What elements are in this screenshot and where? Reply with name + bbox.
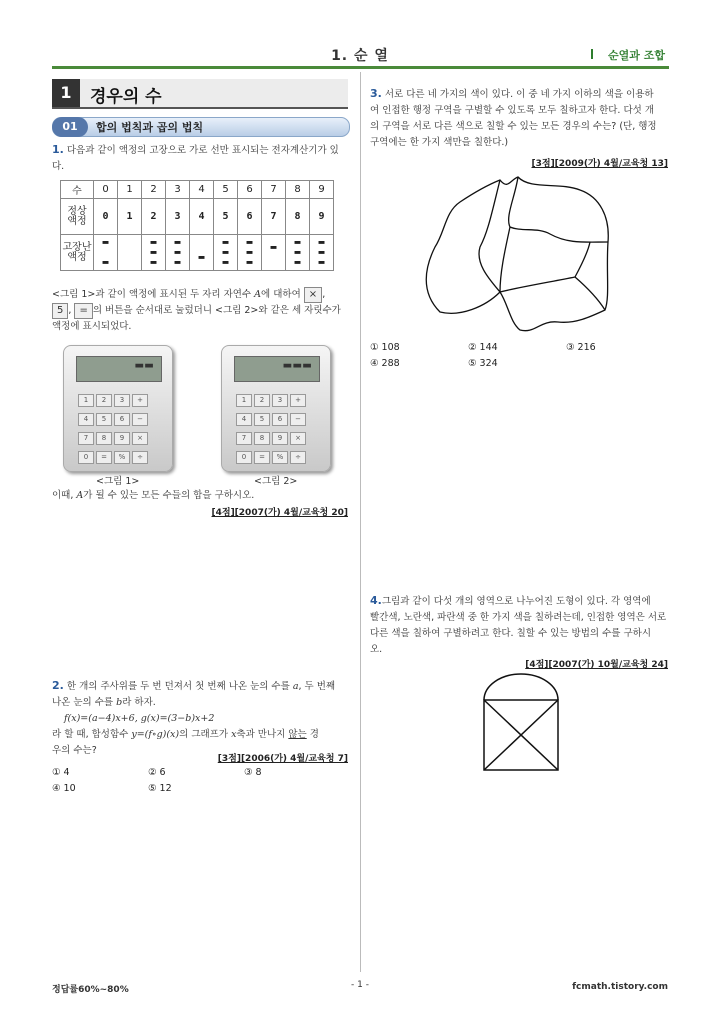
question-3-stem: 3. 서로 다른 네 가지의 색이 있다. 이 중 네 가지 이하의 색을 이용하 여 인접한 행정 구역을 구별할 수 있도록 모두 칠하고자 한다. 다섯 개 의 구역을 서로 다른 색으로 칠할 수 있는 모든 경우의 수는? (단, 행정 구역에는 한 가지 색만을 칠한다.)	[370, 87, 657, 148]
map-outline	[426, 177, 608, 331]
region-border	[575, 242, 590, 277]
figure-2-caption: <그림 2>	[254, 476, 298, 487]
option-4: ④ 288	[370, 358, 400, 369]
header-rule	[52, 66, 669, 69]
option-2: ② 6	[148, 767, 166, 778]
five-region-figure	[478, 670, 564, 774]
page-header-title: 1. 순 열	[331, 48, 389, 64]
calculator-keypad: 1 2 3 + 4 5 6 − 7 8 9 × 0 = % ÷	[78, 394, 158, 470]
key-5: 5	[52, 303, 68, 319]
question-1-body: <그림 1>과 같이 액정에 표시된 두 자리 자연수 A에 대하여 × , 5 , = 의 버튼을 순서대로 눌렀더니 <그림 2>와 같은 세 자릿수가 액정에 표시되었다.	[52, 289, 341, 332]
option-2: ② 144	[468, 342, 498, 353]
key-equals: =	[74, 303, 92, 319]
region-border	[479, 180, 500, 292]
option-3: ③ 216	[566, 342, 596, 353]
question-2-source: [3점][2006(가) 4월/교육청 7]	[217, 754, 348, 764]
key-times: ×	[304, 287, 322, 303]
footer-accuracy: 정답률60%~80%	[52, 985, 129, 995]
column-divider	[360, 72, 361, 972]
question-1-source: [4점][2007(가) 4월/교육청 20]	[211, 508, 348, 518]
question-1-stem: 1. 다음과 같이 액정의 고장으로 가로 선만 표시되는 전자계산기가 있 다.	[52, 143, 339, 172]
header-divider	[591, 49, 593, 59]
table-header-cell: 수	[61, 181, 94, 199]
region-border	[509, 177, 608, 242]
section-title: 경우의 수	[90, 87, 162, 107]
option-4: ④ 10	[52, 783, 76, 794]
option-5: ⑤ 12	[148, 783, 172, 794]
option-3: ③ 8	[244, 767, 262, 778]
section-number: 1	[52, 79, 80, 107]
formula: f(x)=(a−4)x+6, g(x)=(3−b)x+2	[64, 713, 215, 724]
header-chapter: 순열과 조합	[608, 49, 665, 62]
table-row-normal: 정상 액정 0 1 2 3 4 5 6 7 8 9	[61, 199, 334, 235]
question-4-source: [4점][2007(가) 10월/교육청 24]	[525, 660, 668, 670]
calculator-figure-2	[221, 345, 331, 472]
calculator-figure-1	[63, 345, 173, 472]
semicircle-cap	[484, 674, 558, 700]
footer-site: fcmath.tistory.com	[572, 982, 668, 992]
question-1-ask: 이때, A가 될 수 있는 모든 수들의 합을 구하시오.	[52, 490, 255, 501]
region-border	[500, 227, 605, 310]
subsection-number: 01	[52, 117, 88, 137]
calculator-keypad: 1 2 3 + 4 5 6 − 7 8 9 × 0 = % ÷	[236, 394, 316, 470]
question-3-source: [3점][2009(가) 4월/교육청 13]	[531, 159, 668, 169]
option-1: ① 4	[52, 767, 70, 778]
region-map-figure	[410, 172, 620, 337]
table-row-broken: 고장난 액정 ▬ ▬ ▬ ▬ ▬ ▬ ▬ ▬ ▬ ▬ ▬ ▬ ▬ ▬ ▬ ▬ ▬ ▬ ▬ ▬ ▬ ▬	[61, 235, 334, 271]
figure-1-caption: <그림 1>	[96, 476, 140, 487]
lcd-digit-table: 수 0 1 2 3 4 5 6 7 8 9 정상 액정 0 1 2 3 4 5 6 7 8 9 고장난 액정 ▬ ▬ ▬ ▬ ▬ ▬ ▬ ▬ ▬ ▬ ▬ ▬ ▬ ▬ ▬ ▬ ▬ ▬ ▬ ▬ ▬ ▬	[60, 180, 334, 271]
question-number: 1.	[52, 143, 64, 156]
calculator-screen: ▬▬▬	[234, 356, 320, 382]
subsection-title: 합의 법칙과 곱의 법칙	[96, 121, 204, 134]
question-4-stem: 4.그림과 같이 다섯 개의 영역으로 나누어진 도형이 있다. 각 영역에 빨간색, 노란색, 파란색 중 한 가지 색을 칠하려는데, 인접한 영역은 서로 다른 색을 칠하여 구별하려고 한다. 칠할 수 있는 방법의 수를 구하시 오.	[370, 594, 667, 655]
option-1: ① 108	[370, 342, 400, 353]
option-5: ⑤ 324	[468, 358, 498, 369]
calculator-screen: ▬▬	[76, 356, 162, 382]
question-2-stem: 2. 한 개의 주사위를 두 번 던져서 첫 번째 나온 눈의 수를 a, 두 번째 나온 눈의 수를 b라 하자. f(x)=(a−4)x+6, g(x)=(3−b)x+2 라 할 때, 합성함수 y=(f∘g)(x)의 그래프가 x축과 만나지 않는 경 우의 수는?	[52, 679, 336, 756]
page-number: - 1 -	[351, 980, 369, 990]
